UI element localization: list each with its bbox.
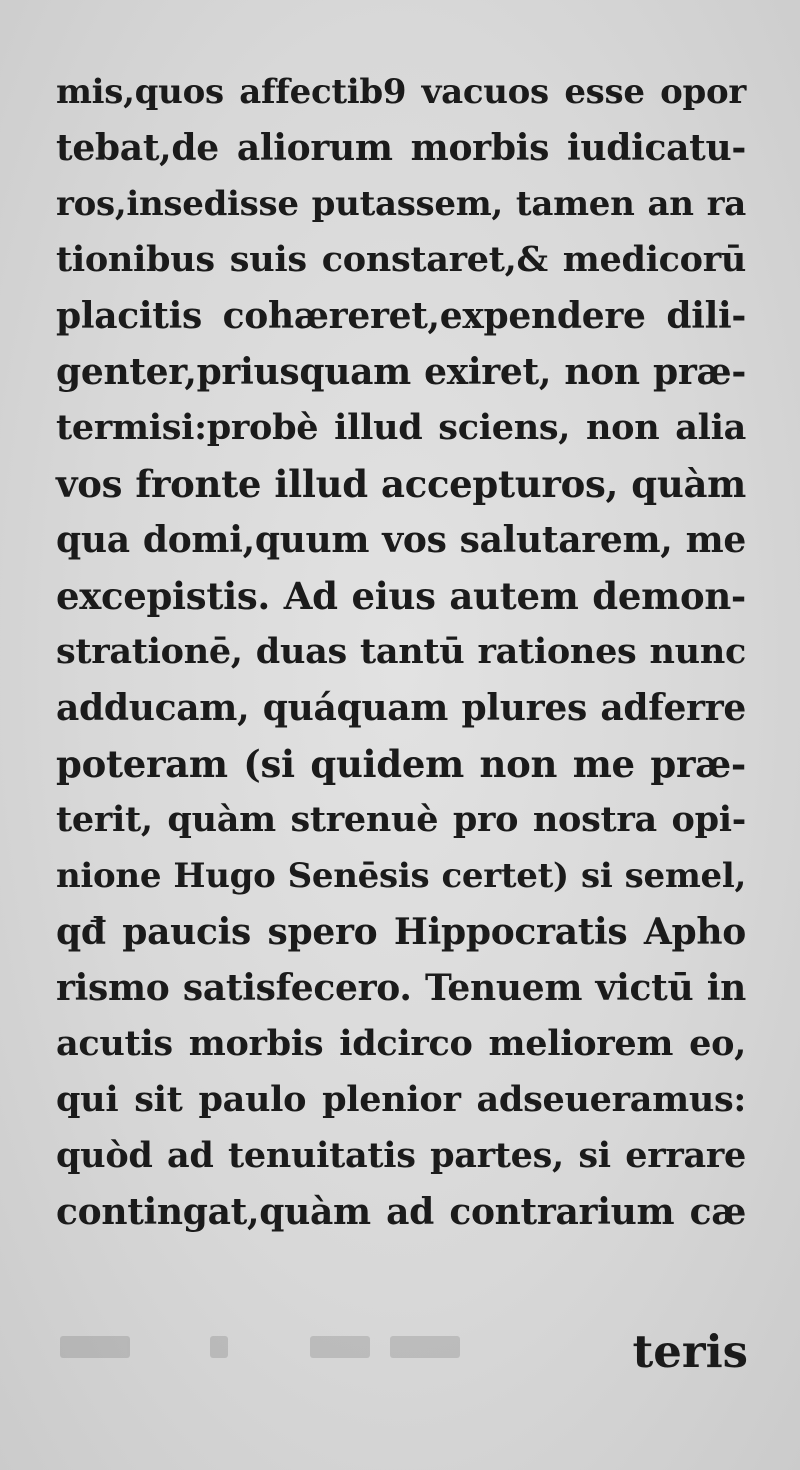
text-line: quòd ad tenuitatis partes, si errare (56, 1135, 746, 1176)
text-line: poteram (si quidem non me præ- (56, 742, 746, 786)
text-block (56, 64, 746, 1240)
text-line: tebat,de aliorum morbis iudicatu- (56, 127, 746, 169)
text-line: qui sit paulo plenior adseueramus: (56, 1079, 746, 1120)
text-line: excepistis. Ad eius autem demon- (56, 574, 746, 618)
text-line: mis,quos affectib9 vacuos esse opor (56, 72, 746, 112)
text-line: adducam, quáquam plures adferre (56, 687, 746, 729)
text-line: qđ paucis spero Hippocratis Apho (56, 911, 746, 953)
text-line: contingat,quàm ad contrarium cæ (56, 1191, 746, 1233)
text-line: rismo satisfecero. Tenuem victū in (56, 967, 746, 1009)
bleed-through-text (60, 1326, 620, 1376)
text-line: placitis cohæreret,expendere dili- (56, 295, 746, 337)
text-line: ros,insedisse putassem, tamen an ra (56, 184, 746, 224)
text-line: qua domi,quum vos salutarem, me (56, 519, 746, 561)
text-line: vos fronte illud accepturos, quàm (56, 462, 746, 506)
text-line: terit, quàm strenuè pro nostra opi- (56, 799, 746, 840)
text-line: termisi:probè illud sciens, non alia (56, 407, 746, 448)
text-line: tionibus suis constaret,& medicorū (56, 239, 746, 280)
text-line: acutis morbis idcirco meliorem eo, (56, 1023, 746, 1064)
text-line: nione Hugo Senēsis certet) si semel, (56, 856, 746, 896)
text-line: genter,priusquam exiret, non præ- (56, 351, 746, 393)
catchword: teris (632, 1325, 748, 1378)
text-line: strationē, duas tantū rationes nunc (56, 631, 746, 672)
